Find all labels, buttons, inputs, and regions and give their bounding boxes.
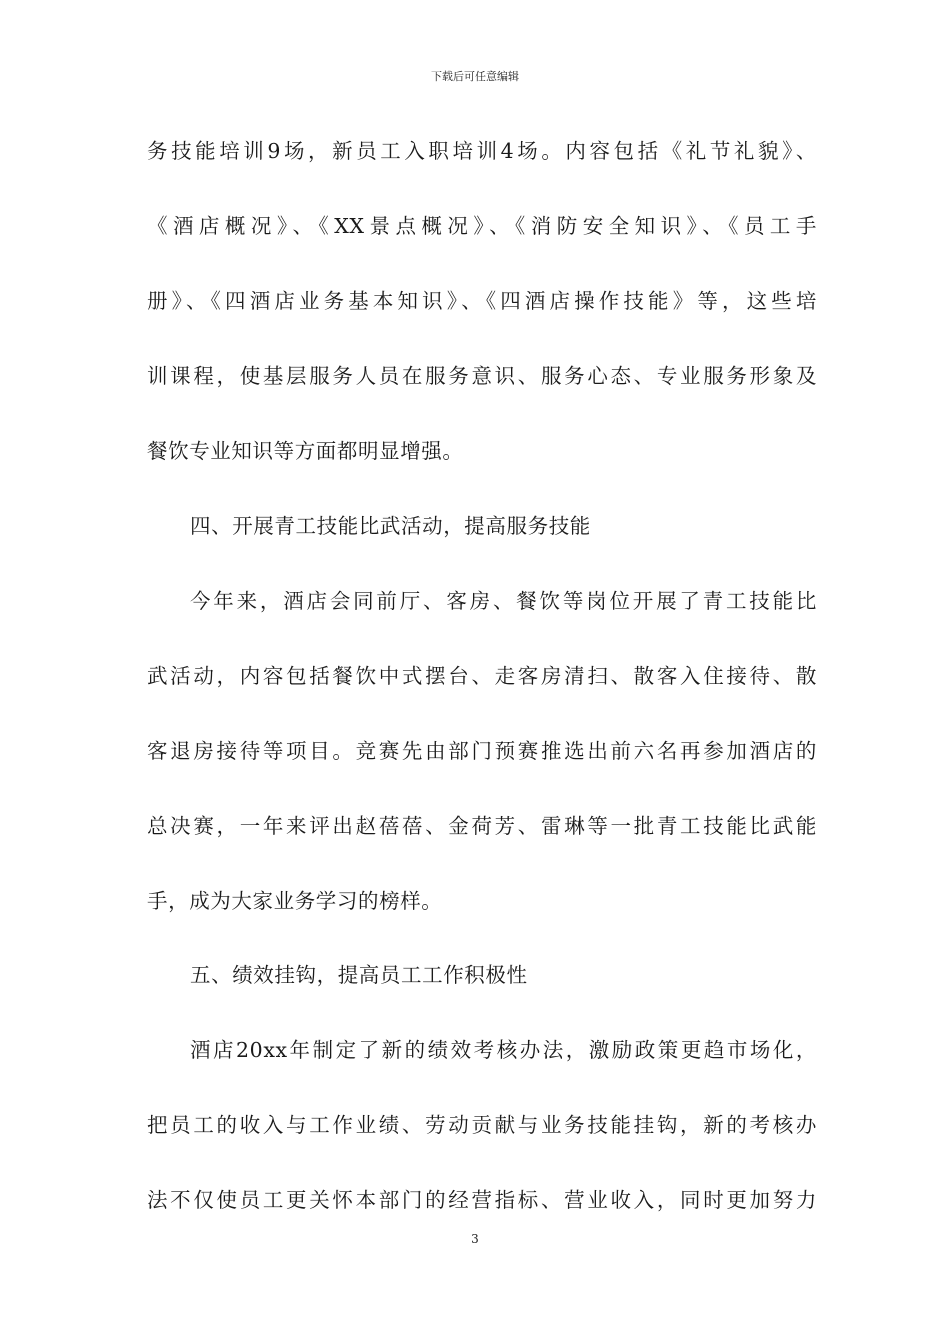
- body-line-8: 武活动，内容包括餐饮中式摆台、走客房清扫、散客入住接待、散: [147, 664, 817, 688]
- body-line-15: 法不仅使员工更关怀本部门的经营指标、营业收入，同时更加努力: [147, 1188, 817, 1212]
- body-line-9: 客退房接待等项目。竞赛先由部门预赛推选出前六名再参加酒店的: [147, 739, 817, 763]
- body-line-2: 《酒店概况》、《XX景点概况》、《消防安全知识》、《员工手: [147, 214, 817, 238]
- page-header: 下载后可任意编辑: [431, 70, 519, 83]
- body-line-11: 手，成为大家业务学习的榜样。: [147, 889, 443, 913]
- body-line-10: 总决赛，一年来评出赵蓓蓓、金荷芳、雷琳等一批青工技能比武能: [147, 814, 817, 838]
- body-line-7: 今年来，酒店会同前厅、客房、餐饮等岗位开展了青工技能比: [190, 589, 817, 613]
- body-line-3: 册》、《四酒店业务基本知识》、《四酒店操作技能》等，这些培: [147, 289, 817, 313]
- body-line-13: 酒店20xx年制定了新的绩效考核办法，激励政策更趋市场化，: [190, 1038, 817, 1062]
- body-line-14: 把员工的收入与工作业绩、劳动贡献与业务技能挂钩，新的考核办: [147, 1113, 817, 1137]
- body-line-5: 餐饮专业知识等方面都明显增强。: [147, 439, 464, 463]
- section-heading-4: 四、开展青工技能比武活动，提高服务技能: [190, 514, 591, 538]
- page-number: 3: [471, 1232, 479, 1246]
- body-line-4: 训课程，使基层服务人员在服务意识、服务心态、专业服务形象及: [147, 364, 817, 388]
- section-heading-5: 五、绩效挂钩，提高员工工作积极性: [190, 963, 528, 987]
- body-line-1: 务技能培训9场，新员工入职培训4场。内容包括《礼节礼貌》、: [147, 139, 817, 163]
